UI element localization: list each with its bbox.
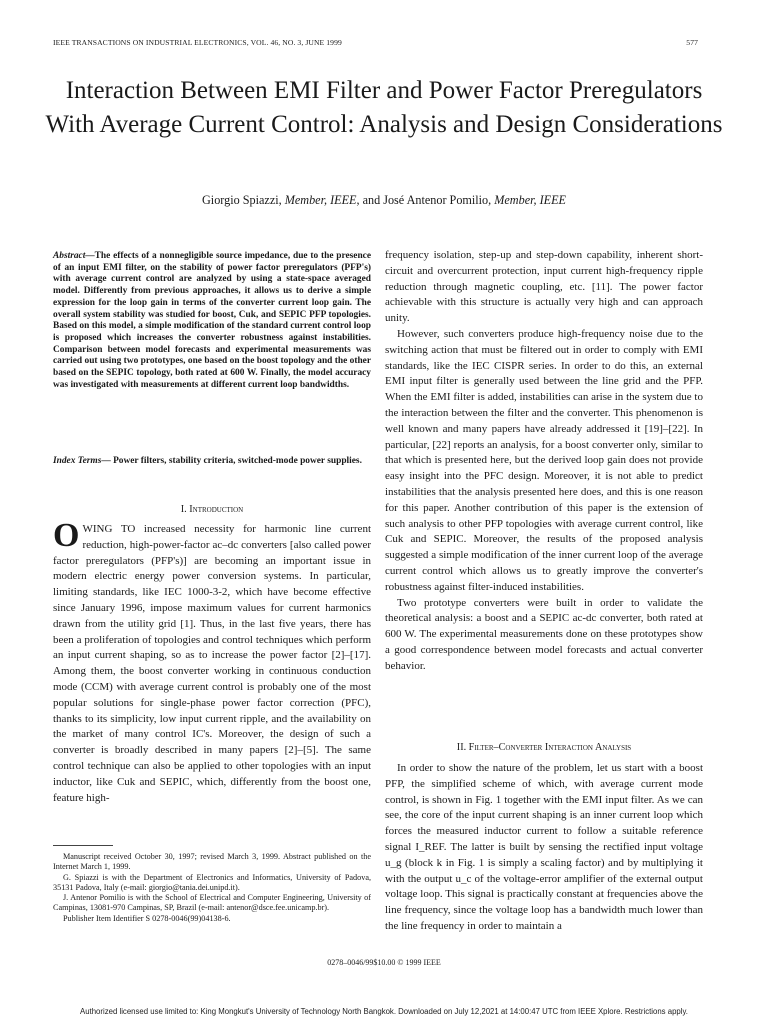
drop-cap: O xyxy=(53,517,80,554)
right-column-body xyxy=(385,248,703,675)
abstract-text: —The effects of a nonnegligible source impedance, due to the presence of an input EMI filter, on the stability of power factor preregulators (PFP's) with average current control are analyzed by using a state-space averaged model. Differently from previous approaches, it allows us to derive a simple expression for the loop gain in terms of the converter current loop gain. The overall system stability was studied for boost, Cuk, and SEPIC PFP topologies. Based on this model, a simple modification of the standard current control loop is proposed which increases the converter robustness against instabilities. Comparison between model forecasts and experimental measurements was carried out using two prototypes, one based on the boost topology and the other based on the SEPIC topology, both rated at 600 W. Finally, the model accuracy was investigated with measurements at different current loop bandwidths. xyxy=(53,251,371,390)
page-number: 577 xyxy=(686,38,698,47)
section-1-heading: I. Introduction xyxy=(180,504,244,515)
section-1-body xyxy=(53,517,371,806)
footnote: Publisher Item Identifier S 0278-0046(99)04138-6. xyxy=(63,913,231,923)
paragraph: frequency isolation, step-up and step-down capability, inherent short-circuit and overcurrent protection, input current high-frequency ripple reduction through magnetic coupling, etc. [11]. The power factor achievable with this structure is actually very high and can approach unity. xyxy=(385,249,703,325)
paper-title: Interaction Between EMI Filter and Power Factor Preregulators With Average Current Control: Analysis and Design Considerations xyxy=(45,77,723,138)
paragraph: In order to show the nature of the problem, let us start with a boost PFP, the simplified scheme of which, with average current mode control, is shown in Fig. 1 together with the EMI input filter. As we can see, the core of the input current shaping is an inner current loop which forces the measured inductor current to follow a suitable reference signal I_REF. The latter is built by sensing the rectified input voltage u_g (block k in Fig. 1 is simply a scaling factor) and by multiplying it with the output u_c of the voltage-error amplifier of the external output voltage loop. This signal is practically constant at frequencies above the line frequency, since the voltage loop has a bandwidth much lower than the line frequency in order to maintain a xyxy=(385,762,703,932)
section-2-heading: II. Filter–Converter Interaction Analysis xyxy=(456,742,632,753)
author-joiner: , and José Antenor Pomilio, xyxy=(356,193,495,207)
index-terms-label: Index Terms xyxy=(53,456,102,466)
author-1-role: Member, IEEE xyxy=(284,193,357,207)
abstract-label: Abstract xyxy=(53,251,86,261)
section-1-text: WING TO increased necessity for harmonic line current reduction, high-power-factor ac–dc converters [also called power factor preregulators (PFP's)] are becoming an important issue in modern electric energy power conversion systems. In particular, limiting standards, like IEC 1000-3-2, which have become effective since January 1996, impose maximum values for current harmonics drawn from the utility grid [1]. Thus, in the last five years, there has been a proliferation of topologies and control techniques which perform an input current shaping, so as to increase the power factor [2]–[17]. Among them, the boost converter working in continuous conduction mode (CCM) with average current control is probably one of the most popular solutions for single-phase power factor correction (PFC), thanks to its simplicity, low input current ripple, and the availability on the market of many control IC's. Moreover, the design of such a converter is broadly described in many papers [2]–[5]. The same control technique can also be applied to other topologies with an input inductor, like Cuk and SEPIC, which, differently from the boost one, feature high- xyxy=(53,523,371,804)
paragraph: However, such converters produce high-frequency noise due to the switching action that must be filtered out in order to comply with EMI standards, like the IEC CISPR series. In order to do this, an external EMI input filter is generally used between the line grid and the PFP. When the EMI filter is added, instabilities can arise in the system due to the interaction between the filter and the converter. This phenomenon is well known and many papers have already addressed it [19]–[22]. In particular, [22] reports an analysis, for a boost converter only, similar to that which is presented here, but the derived loop gain does not provide easy insight into the PFC design. Moreover, it is not able to predict instabilities that the analysis presented here does, and this is one reason for this paper. Another contribution of this paper is the extension of such analysis to other PFP topologies with average current control, like Cuk and SEPIC. Moreover, the results of the proposed analysis suggested a simple modification of the inner current loop of the average current control which allows us to greatly improve the converter's robustness against filter-induced instabilities. xyxy=(385,327,703,593)
author-2-role: Member, IEEE xyxy=(494,193,566,207)
footnote: G. Spiazzi is with the Department of Electronics and Informatics, University of Padova, 35131 Padova, Italy (e-mail: giorgio@tania.dei.unipd.it). xyxy=(53,872,371,892)
paragraph: Two prototype converters were built in order to validate the theoretical analysis: a boost and a SEPIC ac-dc converter, both rated at 600 W. The experimental measurements done on these prototypes show a good correspondence between model forecasts and actual converter behavior. xyxy=(385,596,703,672)
license-footer: Authorized licensed use limited to: King Mongkut's University of Technology North Bangkok. Downloaded on July 12,2021 at 14:00:47 UTC from IEEE Xplore. Restrictions apply. xyxy=(80,1007,688,1016)
journal-header: IEEE TRANSACTIONS ON INDUSTRIAL ELECTRONICS, VOL. 46, NO. 3, JUNE 1999 xyxy=(53,38,342,47)
running-header xyxy=(53,38,698,47)
footnotes xyxy=(53,852,371,924)
footnote: Manuscript received October 30, 1997; revised March 3, 1999. Abstract published on the Internet March 1, 1999. xyxy=(53,852,371,872)
index-terms-text: — Power filters, stability criteria, switched-mode power supplies. xyxy=(101,456,362,466)
footnote-rule xyxy=(53,845,113,846)
author-line xyxy=(40,193,728,208)
abstract xyxy=(53,251,371,391)
copyright-line: 0278–0046/99$10.00 © 1999 IEEE xyxy=(327,958,441,967)
index-terms xyxy=(53,456,371,468)
author-1: Giorgio Spiazzi, xyxy=(202,193,285,207)
section-2-body xyxy=(385,761,703,935)
footnote: J. Antenor Pomilio is with the School of Electrical and Computer Engineering, University of Campinas, 13081-970 Campinas, SP, Brazil (e-mail: antenor@dsce.fee.unicamp.br). xyxy=(53,893,371,913)
